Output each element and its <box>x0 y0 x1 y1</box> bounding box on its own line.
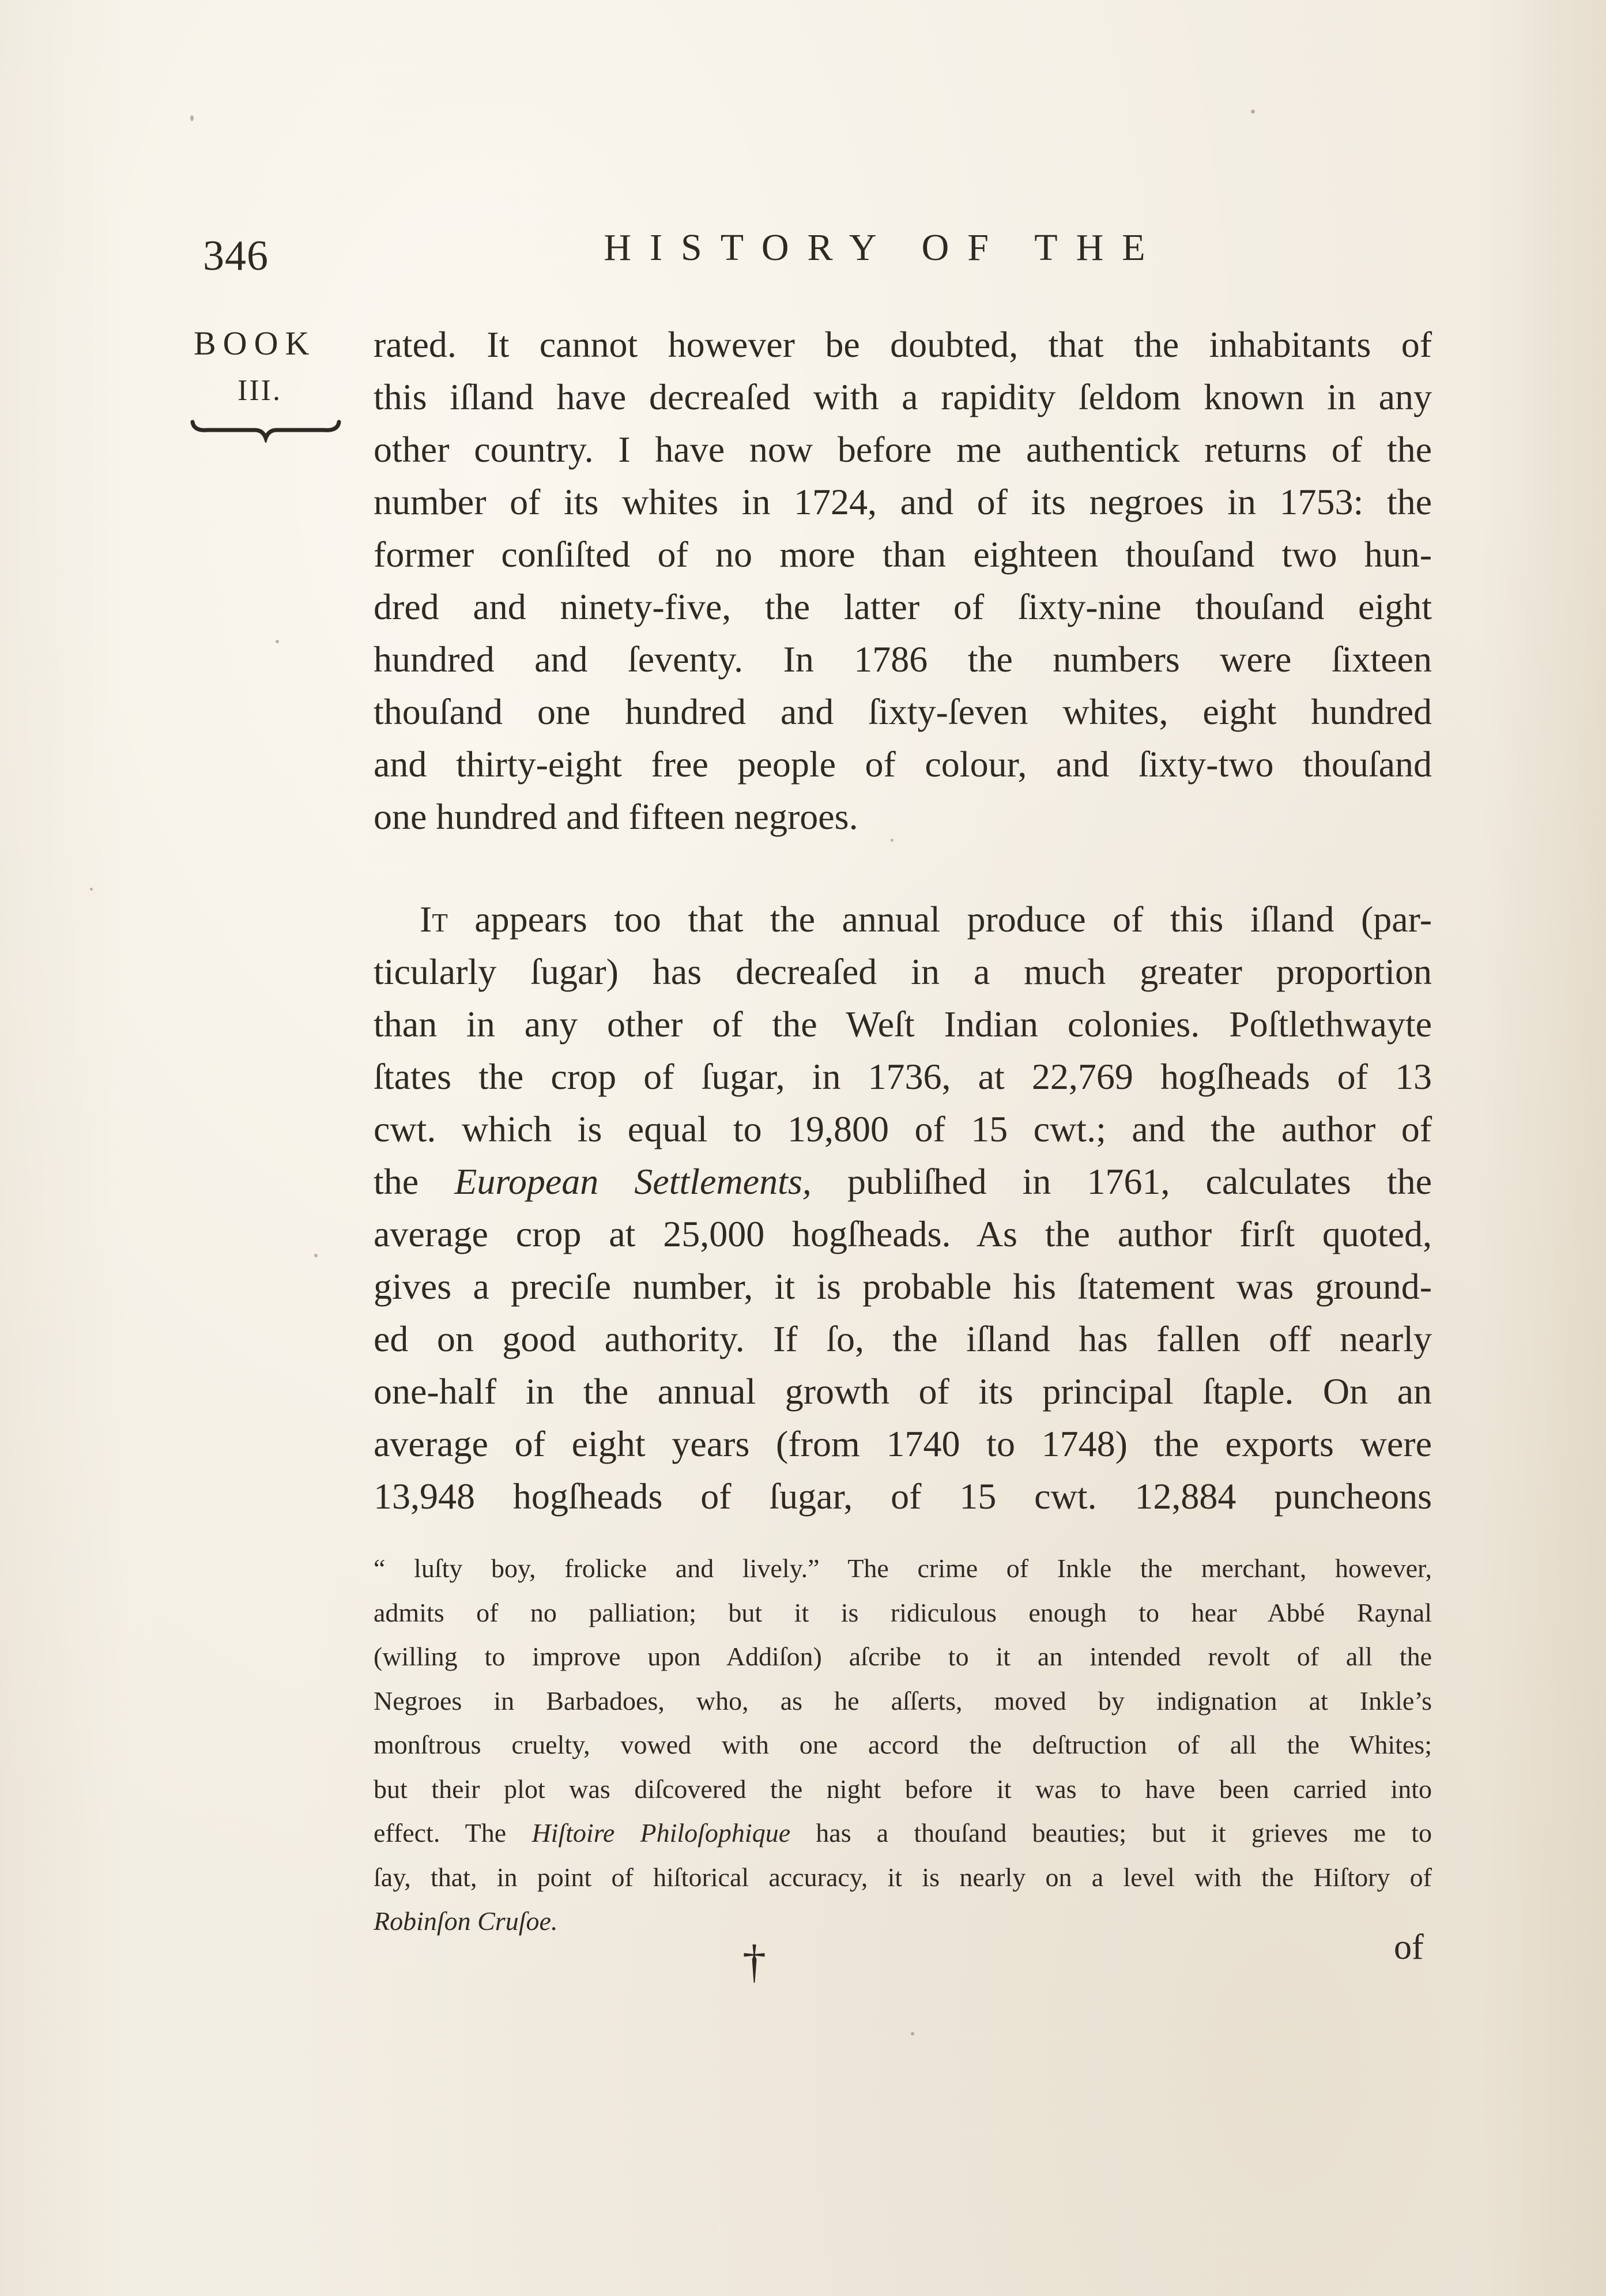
paper-speck <box>90 888 93 891</box>
text-line: gives a preciſe number, it is probable his ſtatement was ground- <box>374 1266 1432 1307</box>
text-line: one-half in the annual growth of its principal ſtaple. On an <box>374 1371 1432 1412</box>
footnote-line: but their plot was diſcovered the night before it was to have been carried into <box>374 1774 1432 1804</box>
footnote-line: ſay, that, in point of hiſtorical accuracy, it is nearly on a level with the Hiſtory of <box>374 1862 1432 1892</box>
text-line: one hundred and fifteen negroes. <box>374 796 858 837</box>
text-line: cwt. which is equal to 19,800 of 15 cwt.; and the author of <box>374 1109 1432 1149</box>
footnote-line: “ luſty boy, frolicke and lively.” The crime of Inkle the merchant, however, <box>374 1554 1432 1583</box>
text-line: ticularly ſugar) has decreaſed in a much greater proportion <box>374 951 1432 992</box>
text-run: effect. The <box>374 1818 532 1848</box>
text-line: other country. I have now before me authentick returns of the <box>374 429 1432 470</box>
footnote-line: (willing to improve upon Addiſon) aſcribe to it an intended revolt of all the <box>374 1642 1432 1671</box>
paper-speck <box>314 1254 318 1257</box>
paper-speck <box>891 839 894 842</box>
running-head: HISTORY OF THE <box>604 227 1164 269</box>
text-run: appears too that the annual produce of this iſland (par- <box>447 899 1432 940</box>
footnote-line: Robinſon Cruſoe. <box>374 1906 558 1936</box>
paper-speck <box>276 640 279 643</box>
text-line: dred and ninety-five, the latter of ſixty-nine thouſand eight <box>374 586 1432 627</box>
brace-ornament <box>190 416 341 443</box>
text-line: hundred and ſeventy. In 1786 the numbers were ſixteen <box>374 639 1432 680</box>
sidenote-volume-label: III. <box>237 374 282 407</box>
text-line <box>374 893 1432 945</box>
catchword: of <box>1394 1928 1424 1967</box>
italic-title: European Settlements, <box>454 1161 812 1202</box>
text-line <box>374 1155 1432 1208</box>
paper-speck <box>911 2032 914 2035</box>
text-line: and thirty-eight free people of colour, and ſixty-two thouſand <box>374 744 1432 785</box>
text-line: number of its whites in 1724, and of its negroes in 1753: the <box>374 481 1432 522</box>
paper-speck <box>1251 110 1255 114</box>
sidenote-book-label: BOOK <box>194 325 316 362</box>
footnote-line: admits of no palliation; but it is ridiculous enough to hear Abbé Raynal <box>374 1597 1432 1627</box>
footnote-line: monſtrous cruelty, vowed with one accord the deſtruction of all the Whites; <box>374 1730 1432 1759</box>
footnote-line: Negroes in Barbadoes, who, as he aſſerts, moved by indignation at Inkle’s <box>374 1686 1432 1716</box>
text-line: former conſiſted of no more than eighteen thouſand two hun- <box>374 534 1432 575</box>
footnote-line <box>374 1811 1432 1856</box>
text-line: than in any other of the Weſt Indian colonies. Poſtlethwayte <box>374 1004 1432 1045</box>
text-run: publiſhed in 1761, calculates the <box>811 1161 1432 1202</box>
signature-mark: † <box>742 1935 766 1988</box>
paragraph-2 <box>374 893 1432 1522</box>
paper-speck <box>190 115 194 121</box>
text-line: thouſand one hundred and ſixty-ſeven whites, eight hundred <box>374 691 1432 732</box>
footnote <box>374 1547 1432 1944</box>
text-line: average crop at 25,000 hogſheads. As the author firſt quoted, <box>374 1213 1432 1254</box>
text-run: has a thouſand beauties; but it grieves me to <box>790 1818 1432 1848</box>
drop-initial: It <box>420 899 448 940</box>
text-line: 13,948 hogſheads of ſugar, of 15 cwt. 12,884 puncheons <box>374 1476 1432 1517</box>
page-number: 346 <box>203 232 269 280</box>
italic-title: Hiſtoire Philoſophique <box>531 1818 791 1848</box>
text-line: ſtates the crop of ſugar, in 1736, at 22,769 hogſheads of 13 <box>374 1056 1432 1097</box>
text-line: average of eight years (from 1740 to 1748) the exports were <box>374 1423 1432 1464</box>
text-run: the <box>374 1161 455 1202</box>
text-line: this iſland have decreaſed with a rapidity ſeldom known in any <box>374 376 1432 417</box>
text-line: ed on good authority. If ſo, the iſland has fallen off nearly <box>374 1318 1432 1359</box>
text-line: rated. It cannot however be doubted, that the inhabitants of <box>374 324 1432 365</box>
paragraph-1 <box>374 318 1432 843</box>
